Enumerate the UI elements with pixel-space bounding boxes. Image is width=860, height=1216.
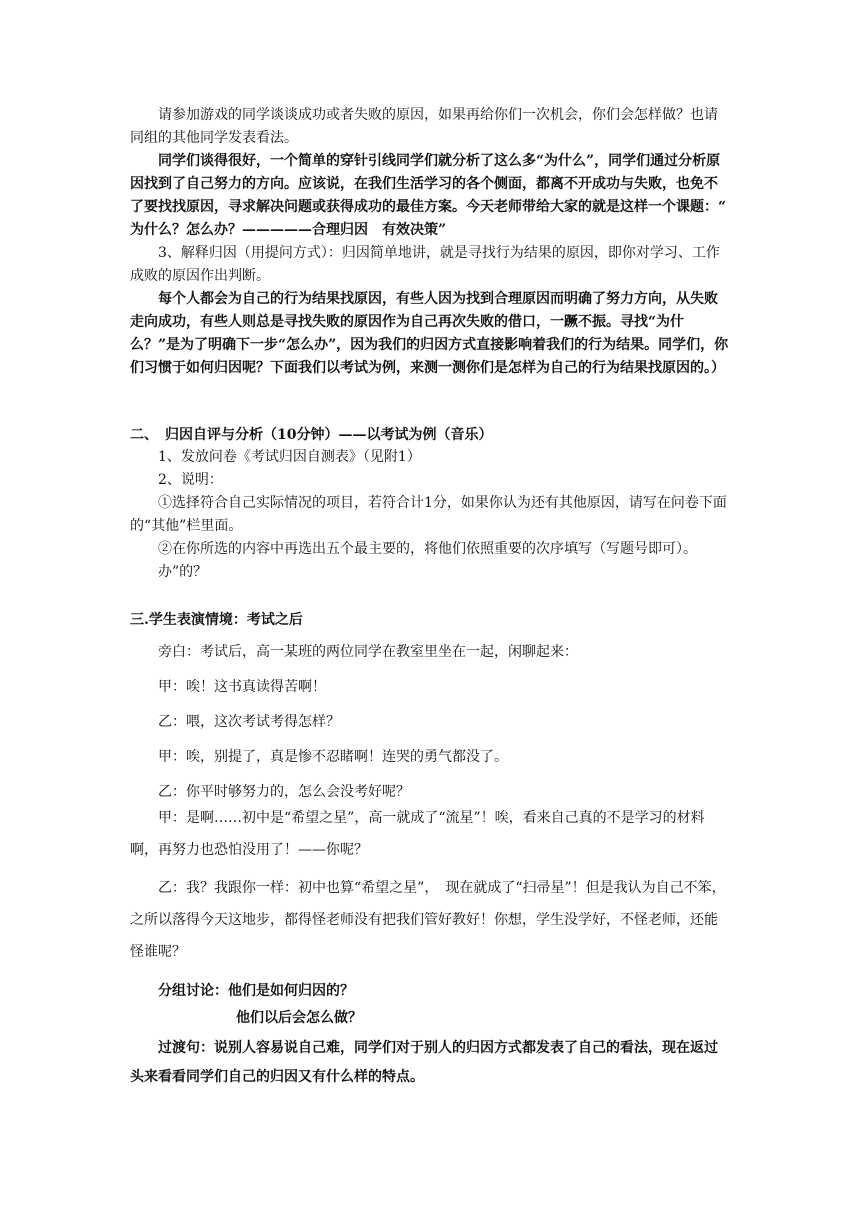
dialogue-line: 乙：你平时够努力的，怎么会没考好呢？ xyxy=(158,784,410,800)
paragraph-game-reflection: 请参加游戏的同学谈谈成功或者失败的原因，如果再给你们一次机会，你们会怎样做？也请同组的其他同学发表看法。 xyxy=(130,107,718,146)
section2-item-2: 2、说明： xyxy=(158,472,223,488)
dialogue-jia-long: 甲：是啊……初中是“希望之星”，高一就成了“流星”！唉，看来自己真的不是学习的材料啊，再努力也恐怕没用了！——你呢？ xyxy=(130,810,705,858)
paragraph-topic-intro: 同学们谈得很好，一个简单的穿针引线同学们就分析了这么多“为什么”，同学们通过分析原因找到了自己努力的方向。应该说，在我们生活学习的各个侧面，都离不开成功与失败，也免不了要找找原因，寻求解决问题或获得成功的最佳方案。今天老师带给大家的就是这样一个课题：“ 为什么？怎么办？—————合理归因 有效决策” xyxy=(130,153,727,238)
dialogue-yi-long: 乙：我？我跟你一样：初中也算“希望之星”， 现在就成了“扫帚星”！但是我认为自己不笨，之所以落得今天这地步，都得怪老师没有把我们管好教好！你想，学生没学好，不怪老师，还能怪谁呢？ xyxy=(130,880,726,960)
paragraph-explain-attribution: 3、解释归因（用提问方式）：归因简单地讲，就是寻找行为结果的原因，即你对学习、工作成败的原因作出判断。 xyxy=(130,245,720,284)
section2-heading: 二、 归因自评与分析（10分钟）——以考试为例（音乐） xyxy=(130,427,493,443)
dialogue-line: 甲：唉，别提了，真是惨不忍睹啊！连哭的勇气都没了。 xyxy=(158,749,508,765)
narration-line: 旁白：考试后，高一某班的两位同学在教室里坐在一起，闲聊起来： xyxy=(158,644,578,660)
discussion-question-1: 分组讨论：他们是如何归因的？ xyxy=(158,983,354,999)
section2-item-1: 1、发放问卷《考试归因自测表》（见附1） xyxy=(158,449,421,465)
section2-item-4: ②在你所选的内容中再选出五个最主要的，将他们依照重要的次序填写（写题号即可）。 xyxy=(158,541,697,557)
dialogue-line: 甲：唉！这书真读得苦啊！ xyxy=(158,679,326,695)
transition-sentence: 过渡句：说别人容易说自己难，同学们对于别人的归因方式都发表了自己的看法，现在返过头来看看同学们自己的归因又有什么样的特点。 xyxy=(130,1040,718,1085)
discussion-question-2: 他们以后会怎么做？ xyxy=(236,1010,362,1026)
section2-item-3: ①选择符合自己实际情况的项目，若符合计1分，如果你认为还有其他原因，请写在问卷下面的“其他”栏里面。 xyxy=(130,495,727,534)
section3-heading: 三.学生表演情境：考试之后 xyxy=(130,612,303,628)
paragraph-attribution-importance: 每个人都会为自己的行为结果找原因，有些人因为找到合理原因而明确了努力方向，从失败走向成功，有些人则总是寻找失败的原因作为自己再次失败的借口，一蹶不振。寻找“为什么？”是为了明确下一步“怎么办”，因为我们的归因方式直接影响着我们的行为结果。同学们，你们习惯于如何归因呢？下面我们以考试为例，来测一测你们是怎样为自己的行为结果找原因的。） xyxy=(130,291,729,376)
dialogue-line: 乙：喂，这次考试考得怎样？ xyxy=(158,714,340,730)
section2-item-5: 办”的？ xyxy=(158,564,208,580)
